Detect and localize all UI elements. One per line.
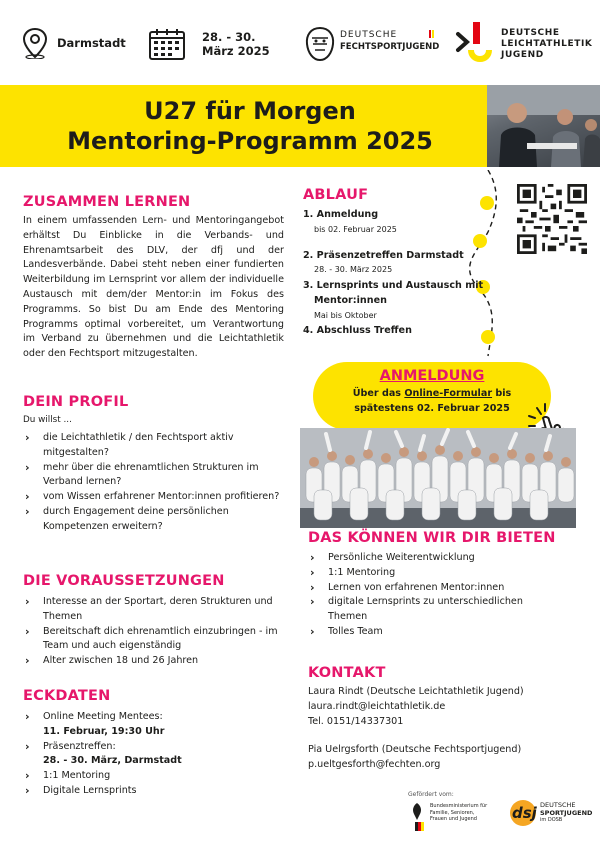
dsj-line2: SPORTJUGEND	[540, 808, 593, 817]
bmfsfj-logo	[410, 800, 490, 834]
contact-phone: Tel. 0151/14337301	[308, 715, 404, 727]
anmeldung-line1-post: bis	[492, 388, 512, 399]
ablauf-step-2	[303, 249, 464, 274]
list-item	[23, 769, 285, 784]
anmeldung-line1-pre: Über das	[352, 388, 405, 399]
timeline-dot	[480, 196, 494, 210]
ablauf-step-sub: 28. - 30. März 2025	[314, 264, 393, 274]
online-formular-link[interactable]: Online-Formular	[404, 388, 493, 399]
chevron-right-icon: ›	[310, 551, 315, 564]
list-item	[23, 710, 285, 740]
ablauf-heading: ABLAUF	[303, 187, 369, 203]
profil-heading: DEIN PROFIL	[23, 394, 129, 410]
title-line-2: Mentoring-Programm 2025	[67, 127, 433, 155]
list-item	[308, 595, 548, 625]
chevron-right-icon: ›	[25, 783, 30, 797]
chevron-right-icon: ›	[310, 595, 315, 609]
list-item	[308, 566, 548, 581]
bieten-item-text: digitale Lernsprints zu unterschiedlichen Themen	[328, 596, 523, 623]
dfj-logo-line2: FECHTSPORTJUGEND	[340, 42, 440, 52]
profil-intro: Du willst ...	[23, 415, 72, 425]
zusammen-heading: ZUSAMMEN LERNEN	[23, 194, 191, 210]
profil-item-text: die Leichtathletik / den Fechtsport aktiv mitgestalten?	[43, 432, 234, 458]
timeline-dot	[481, 330, 495, 344]
list-item	[23, 505, 285, 535]
dlj-logo-line3: JUGEND	[501, 50, 544, 60]
dlj-logo	[455, 20, 595, 68]
ablauf-step-3	[303, 279, 513, 320]
eckdaten-item-value: 28. - 30. März, Darmstadt	[43, 755, 182, 767]
eckdaten-heading: ECKDATEN	[23, 688, 111, 704]
ablauf-step-4	[303, 324, 412, 339]
kontakt-block	[308, 685, 588, 773]
eckdaten-list	[23, 710, 285, 799]
list-item	[23, 784, 285, 799]
chevron-right-icon: ›	[25, 654, 30, 668]
dsj-mark: dsj	[512, 804, 537, 822]
chevron-right-icon: ›	[25, 504, 30, 518]
profil-item-text: mehr über die ehrenamtlichen Strukturen im Verband lernen?	[43, 461, 259, 488]
bieten-heading: DAS KÖNNEN WIR DIR BIETEN	[308, 530, 556, 546]
anmeldung-heading: ANMELDUNG	[379, 368, 485, 384]
chevron-right-icon: ›	[310, 624, 315, 638]
profil-list	[23, 431, 285, 535]
eckdaten-item-text: 1:1 Mentoring	[43, 770, 111, 782]
date-line-1: 28. - 30.	[202, 30, 256, 44]
chevron-right-icon: ›	[25, 595, 30, 608]
dsj-logo	[510, 800, 593, 830]
ablauf-step-title: 3. Lernsprints und Austausch mit	[303, 280, 484, 291]
kontakt-heading: KONTAKT	[308, 665, 386, 681]
dfj-logo	[303, 26, 443, 64]
eckdaten-item-text: Digitale Lernsprints	[43, 784, 137, 796]
bmfsfj-text: Bundesministerium für Familie, Senioren, Frauen und Jugend	[430, 803, 488, 822]
location-pin-icon	[22, 27, 48, 59]
ablauf-step-1	[303, 208, 397, 234]
chevron-right-icon: ›	[310, 565, 315, 579]
dlj-logo-line2: LEICHTATHLETIK	[501, 39, 593, 49]
dsj-line3: im DOSB	[540, 817, 563, 823]
list-item	[23, 461, 285, 491]
eckdaten-item-value: 11. Februar, 19:30 Uhr	[43, 725, 165, 737]
calendar-icon	[148, 27, 186, 61]
chevron-right-icon: ›	[25, 624, 30, 638]
voraussetzungen-item-text: Alter zwischen 18 und 26 Jahren	[43, 655, 199, 667]
ablauf-step-title-2: Mentor:innen	[314, 294, 387, 306]
dsj-line1: DEUTSCHE	[540, 801, 576, 809]
ablauf-step-sub: Mai bis Oktober	[314, 310, 377, 320]
voraussetzungen-item-text: Interesse an der Sportart, deren Strukturen und Themen	[43, 596, 273, 622]
location-text: Darmstadt	[57, 36, 126, 50]
contact-name: Laura Rindt (Deutsche Leichtathletik Jugend)	[308, 686, 524, 697]
eckdaten-item-label: Online Meeting Mentees:	[43, 711, 163, 722]
list-item	[23, 431, 285, 461]
ablauf-step-title: 2. Präsenzetreffen Darmstadt	[303, 250, 464, 261]
bieten-item-text: Tolles Team	[328, 625, 383, 637]
list-item	[308, 581, 548, 596]
ablauf-step-sub: bis 02. Februar 2025	[314, 224, 397, 234]
bieten-item-text: Lernen von erfahrenen Mentor:innen	[328, 581, 505, 593]
ablauf-step-title: 1. Anmeldung	[303, 209, 379, 220]
voraussetzungen-heading: DIE VORAUSSETZUNGEN	[23, 573, 225, 589]
profil-item-text: vom Wissen erfahrener Mentor:innen profitieren?	[43, 491, 280, 503]
voraussetzungen-item-text: Bereitschaft dich ehrenamtlich einzubringen - im Team und auch eigenständig	[43, 625, 278, 652]
contact-email[interactable]: p.ueltgesforth@fechten.org	[308, 759, 441, 771]
contact-email[interactable]: laura.rindt@leichtathletik.de	[308, 700, 446, 712]
list-item	[308, 625, 548, 640]
bieten-item-text: Persönliche Weiterentwicklung	[328, 552, 475, 563]
list-item	[308, 551, 548, 566]
contact-name: Pia Uelrgsforth (Deutsche Fechtsportjugend)	[308, 744, 522, 756]
chevron-right-icon: ›	[310, 580, 315, 594]
bieten-list	[308, 551, 548, 640]
chevron-right-icon: ›	[25, 490, 30, 504]
list-item	[23, 654, 285, 669]
chevron-right-icon: ›	[25, 710, 30, 723]
list-item	[23, 595, 285, 625]
eckdaten-item-label: Präsenztreffen:	[43, 740, 116, 752]
list-item	[23, 740, 285, 770]
mentoring-photo	[487, 85, 600, 167]
bieten-item-text: 1:1 Mentoring	[328, 566, 396, 578]
list-item	[23, 625, 285, 655]
chevron-right-icon: ›	[25, 769, 30, 783]
anmeldung-content	[313, 368, 551, 416]
gefoerdert-label: Gefördert vom:	[408, 791, 454, 798]
anmeldung-line2: spätestens 02. Februar 2025	[354, 403, 510, 414]
chevron-right-icon: ›	[25, 431, 30, 444]
voraussetzungen-list	[23, 595, 285, 669]
chevron-right-icon: ›	[25, 739, 30, 753]
ablauf-step-title: 4. Abschluss Treffen	[303, 325, 412, 336]
page-title	[0, 96, 500, 156]
dlj-logo-line1: DEUTSCHE	[501, 28, 560, 38]
qr-code[interactable]	[517, 184, 587, 254]
dfj-logo-line1: DEUTSCHE	[340, 30, 398, 40]
date-line-2: März 2025	[202, 44, 270, 58]
zusammen-text: In einem umfassenden Lern- und Mentoringangebot erhältst Du Einblicke in die Verbands- und Ehrenamtsarbeit des DLV, der dfj und der Landesverbände. Dabei steht neben einer fundierten Weiterbildung im Lernsprint vor allem der individuelle Austausch mit dem/der Mentor:in im Fokus des Programms. So bist Du am Ende des Mentoring Programms optimal vorbereitet, um Verantwortung im Verband zu übernehmen und die Leichtathletik oder den Fechtsport mitzugestalten.	[23, 215, 284, 360]
profil-item-text: durch Engagement deine persönlichen Kompetenzen erweitern?	[43, 505, 229, 532]
group-photo	[300, 428, 576, 528]
list-item	[23, 490, 285, 505]
timeline-dot	[473, 234, 487, 248]
title-line-1: U27 für Morgen	[144, 97, 356, 125]
chevron-right-icon: ›	[25, 460, 30, 474]
date-text	[202, 30, 270, 58]
